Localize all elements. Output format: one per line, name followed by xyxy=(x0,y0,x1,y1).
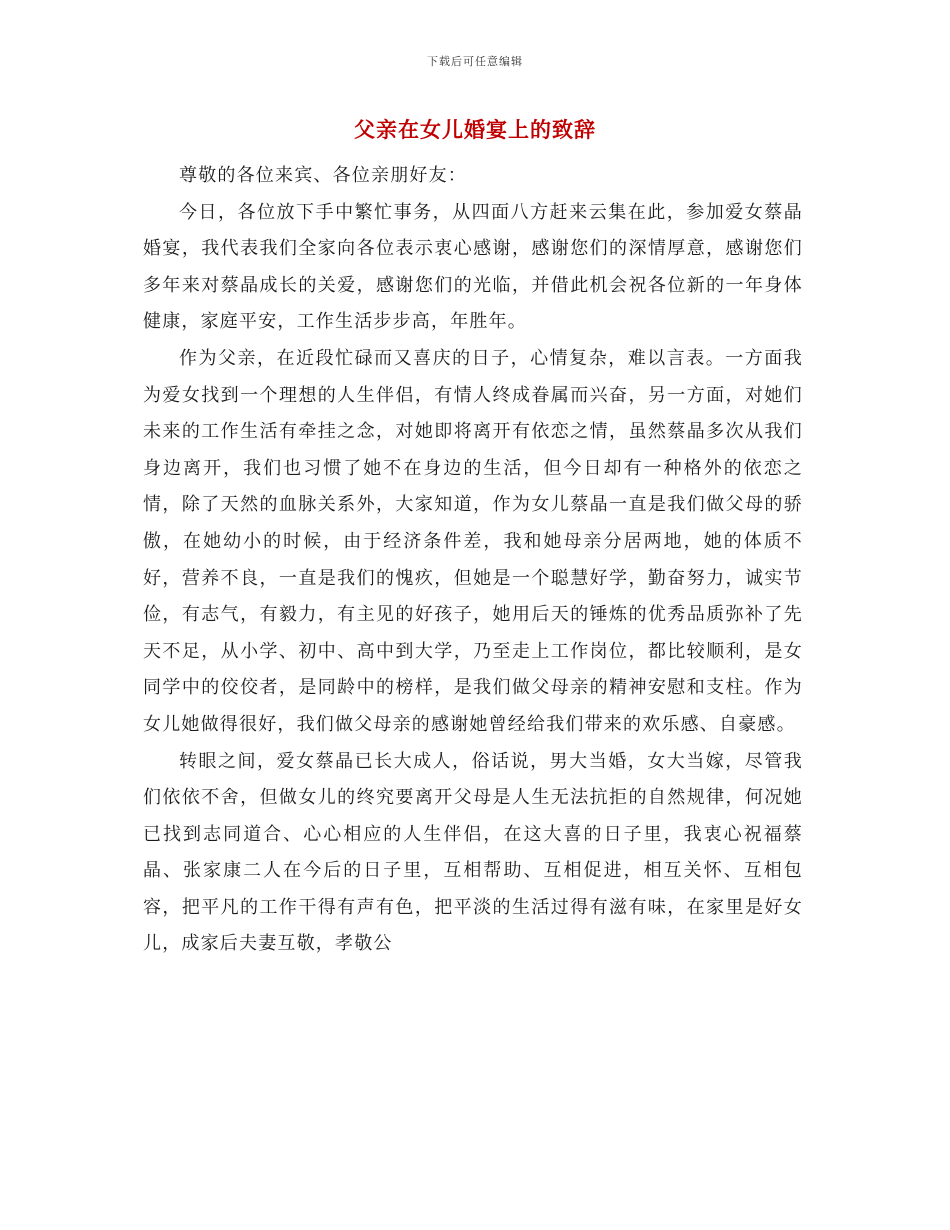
document-title: 父亲在女儿婚宴上的致辞 xyxy=(354,117,596,142)
body-paragraph-3: 转眼之间，爱女蔡晶已长大成人，俗话说，男大当婚，女大当嫁，尽管我们依依不舍，但做女儿的终究要离开父母是人生无法抗拒的自然规律，何况她已找到志同道合、心心相应的人生伴侣，在这大喜的日子里，我衷心祝福蔡晶、张家康二人在今后的日子里，互相帮助、互相促进，相互关怀、互相包容，把平凡的工作干得有声有色，把平淡的生活过得有滋有味，在家里是好女儿，成家后夫妻互敬，孝敬公 xyxy=(143,750,803,955)
salutation-paragraph: 尊敬的各位来宾、各位亲朋好友： xyxy=(179,165,467,186)
document-body xyxy=(143,158,803,963)
body-paragraph-2: 作为父亲，在近段忙碌而又喜庆的日子，心情复杂，难以言表。一方面我为爱女找到一个理想的人生伴侣，有情人终成眷属而兴奋，另一方面，对她们未来的工作生活有牵挂之念，对她即将离开有依恋之情，虽然蔡晶多次从我们身边离开，我们也习惯了她不在身边的生活，但今日却有一种格外的依恋之情，除了天然的血脉关系外，大家知道，作为女儿蔡晶一直是我们做父母的骄傲，在她幼小的时候，由于经济条件差，我和她母亲分居两地，她的体质不好，营养不良，一直是我们的愧疚，但她是一个聪慧好学，勤奋努力，诚实节俭，有志气，有毅力，有主见的好孩子，她用后天的锤炼的优秀品质弥补了先天不足，从小学、初中、高中到大学，乃至走上工作岗位，都比较顺利，是女同学中的佼佼者，是同龄中的榜样，是我们做父母亲的精神安慰和支柱。作为女儿她做得很好，我们做父母亲的感谢她曾经给我们带来的欢乐感、自豪感。 xyxy=(143,347,803,735)
body-paragraph-1: 今日，各位放下手中繁忙事务，从四面八方赶来云集在此，参加爱女蔡晶婚宴，我代表我们全家向各位表示衷心感谢，感谢您们的深情厚意，感谢您们多年来对蔡晶成长的关爱，感谢您们的光临，并借此机会祝各位新的一年身体健康，家庭平安，工作生活步步高，年胜年。 xyxy=(143,201,803,333)
header-note: 下载后可任意编辑 xyxy=(427,55,523,68)
